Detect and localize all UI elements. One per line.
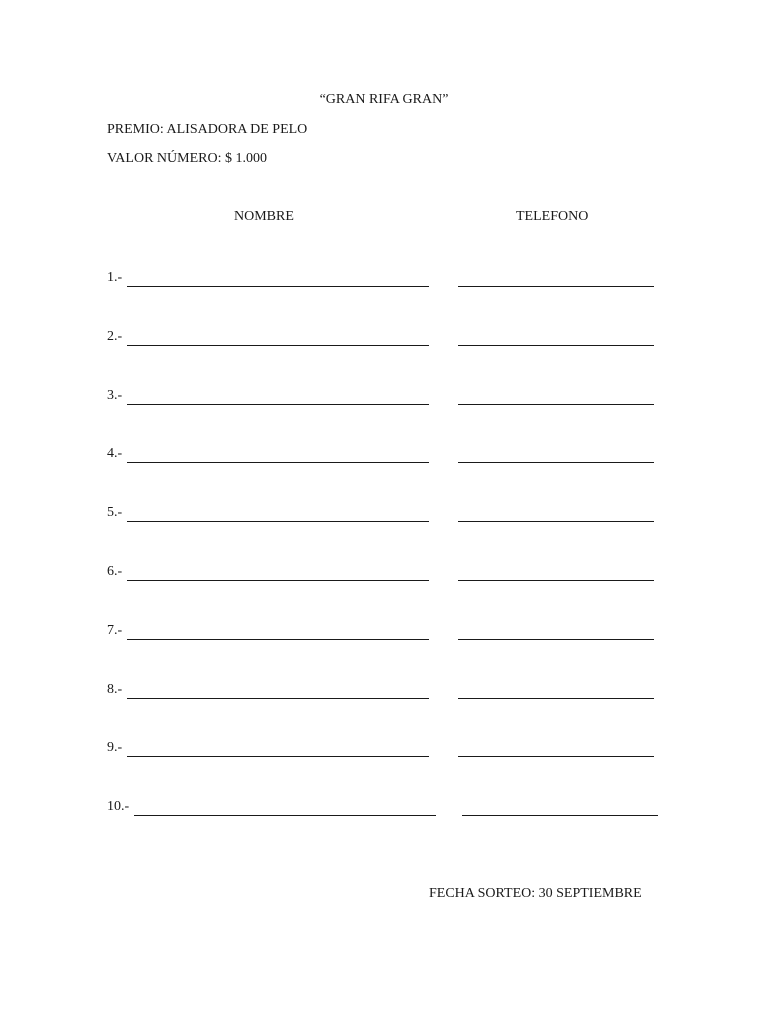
entry-number: 6.- [107, 564, 123, 579]
name-column-header: NOMBRE [234, 209, 294, 224]
entry-row [107, 329, 667, 349]
entry-row [107, 446, 667, 466]
phone-blank-line[interactable] [458, 286, 654, 287]
entry-row [107, 564, 667, 584]
entry-row [107, 388, 667, 408]
entry-number: 2.- [107, 329, 123, 344]
phone-blank-line[interactable] [458, 580, 654, 581]
name-blank-line[interactable] [127, 462, 429, 463]
entry-row [107, 682, 667, 702]
phone-blank-line[interactable] [458, 756, 654, 757]
phone-blank-line[interactable] [458, 639, 654, 640]
entry-row [107, 270, 667, 290]
name-blank-line[interactable] [127, 345, 429, 346]
phone-blank-line[interactable] [458, 521, 654, 522]
draw-date: FECHA SORTEO: 30 SEPTIEMBRE [429, 886, 642, 901]
name-blank-line[interactable] [134, 815, 436, 816]
entry-number: 7.- [107, 623, 123, 638]
phone-blank-line[interactable] [458, 404, 654, 405]
page-title: “GRAN RIFA GRAN” [319, 92, 449, 107]
entry-row [107, 505, 667, 525]
name-blank-line[interactable] [127, 521, 429, 522]
name-blank-line[interactable] [127, 756, 429, 757]
prize-line: PREMIO: ALISADORA DE PELO [107, 122, 308, 137]
name-blank-line[interactable] [127, 580, 429, 581]
phone-blank-line[interactable] [458, 345, 654, 346]
name-blank-line[interactable] [127, 698, 429, 699]
entry-number: 3.- [107, 388, 123, 403]
name-blank-line[interactable] [127, 639, 429, 640]
entry-row [107, 799, 667, 819]
name-blank-line[interactable] [127, 404, 429, 405]
phone-column-header: TELEFONO [516, 209, 589, 224]
phone-blank-line[interactable] [458, 462, 654, 463]
entry-number: 1.- [107, 270, 123, 285]
entry-number: 4.- [107, 446, 123, 461]
entry-number: 8.- [107, 682, 123, 697]
phone-blank-line[interactable] [462, 815, 658, 816]
entry-number: 9.- [107, 740, 123, 755]
entry-number: 10.- [107, 799, 130, 814]
entry-number: 5.- [107, 505, 123, 520]
name-blank-line[interactable] [127, 286, 429, 287]
entry-row [107, 623, 667, 643]
entry-row [107, 740, 667, 760]
price-line: VALOR NÚMERO: $ 1.000 [107, 151, 267, 166]
phone-blank-line[interactable] [458, 698, 654, 699]
